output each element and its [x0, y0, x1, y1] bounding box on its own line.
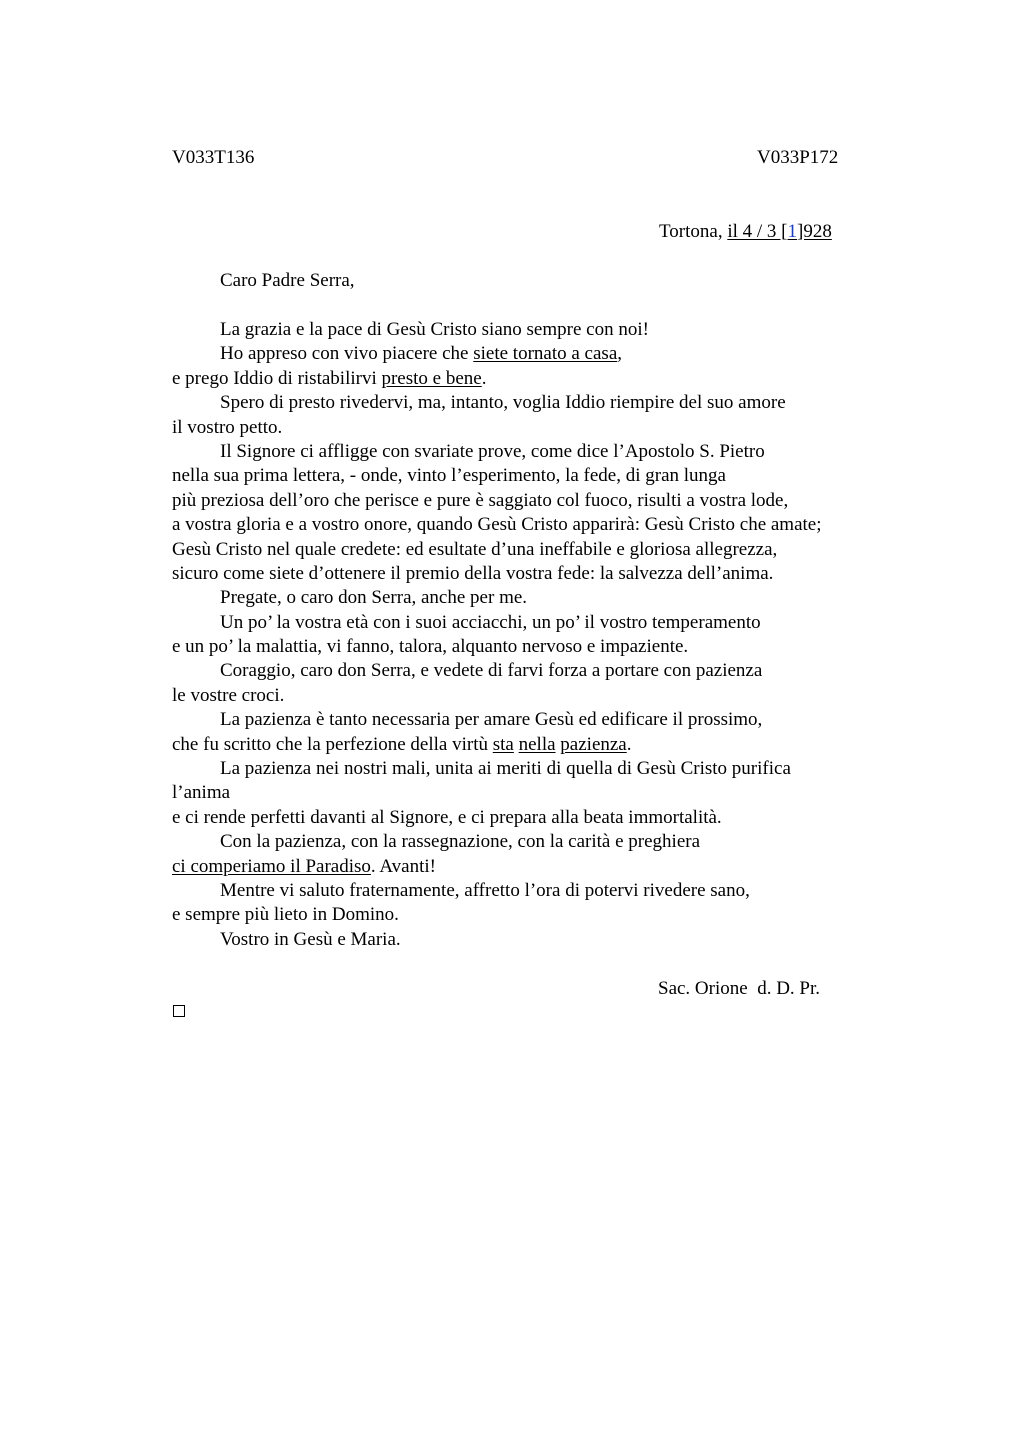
body-line: e un po’ la malattia, vi fanno, talora, alquanto nervoso e impaziente. — [172, 636, 689, 658]
underlined-text: siete tornato a casa — [473, 343, 618, 365]
checkbox-square-icon — [173, 1005, 185, 1017]
body-line: e sempre più lieto in Domino. — [172, 904, 399, 926]
body-line: sicuro come siete d’ottenere il premio della vostra fede: la salvezza dell’anima. — [172, 562, 774, 584]
salutation: Caro Padre Serra, — [220, 270, 355, 291]
body-line: che fu scritto che la perfezione della virtù sta nella pazienza. — [172, 733, 632, 755]
body-line: l’anima — [172, 782, 231, 804]
date-value: il 4 / 3 [1]928 — [727, 221, 832, 242]
body-line: le vostre croci. — [172, 684, 285, 706]
body-line: a vostra gloria e a vostro onore, quando Gesù Cristo apparirà: Gesù Cristo che amate; — [172, 514, 822, 536]
signature: Sac. Orione d. D. Pr. — [658, 978, 821, 999]
body-line: Pregate, o caro don Serra, anche per me. — [220, 587, 528, 609]
dateline — [659, 220, 832, 244]
header-right-code: V033P172 — [757, 147, 839, 168]
body-line: ci comperiamo il Paradiso. Avanti! — [172, 855, 437, 877]
underlined-text: presto e bene — [381, 367, 482, 389]
underlined-text: ci comperiamo il Paradiso — [172, 855, 371, 877]
body-line: e prego Iddio di ristabilirvi presto e bene. — [172, 367, 487, 389]
body-line: Coraggio, caro don Serra, e vedete di farvi forza a portare con pazienza — [220, 660, 763, 682]
body-line: La pazienza è tanto necessaria per amare Gesù ed edificare il prossimo, — [220, 709, 763, 731]
body-line: Il Signore ci affligge con svariate prove, come dice l’Apostolo S. Pietro — [220, 440, 765, 462]
body-line: La pazienza nei nostri mali, unita ai meriti di quella di Gesù Cristo purifica — [220, 758, 791, 780]
body-line: più preziosa dell’oro che perisce e pure è saggiato col fuoco, risulti a vostra lode, — [172, 489, 789, 511]
body-line: Gesù Cristo nel quale credete: ed esultate d’una ineffabile e gloriosa allegrezza, — [172, 538, 778, 560]
underlined-text: sta — [492, 733, 514, 755]
body-line: e ci rende perfetti davanti al Signore, e ci prepara alla beata immortalità. — [172, 806, 722, 828]
body-line: La grazia e la pace di Gesù Cristo siano sempre con noi! — [220, 319, 649, 340]
body-line: Mentre vi saluto fraternamente, affretto l’ora di potervi rivedere sano, — [220, 879, 750, 901]
body-line: Con la pazienza, con la rassegnazione, con la carità e preghiera — [220, 831, 701, 853]
underlined-text: nella — [518, 733, 556, 755]
body-line: Vostro in Gesù e Maria. — [220, 928, 401, 950]
body-line: nella sua prima lettera, - onde, vinto l’esperimento, la fede, di gran lunga — [172, 465, 726, 487]
date-bracket-link[interactable]: 1 — [787, 221, 797, 242]
underlined-text: pazienza — [560, 733, 627, 755]
body-line: Un po’ la vostra età con i suoi acciacchi, un po’ il vostro temperamento — [220, 611, 761, 633]
date-place: Tortona, — [659, 221, 723, 242]
body-line: Spero di presto rivedervi, ma, intanto, voglia Iddio riempire del suo amore — [220, 392, 786, 414]
header-left-code: V033T136 — [172, 147, 255, 168]
body-line: il vostro petto. — [172, 416, 283, 438]
letter-body — [172, 318, 892, 952]
body-line: Ho appreso con vivo piacere che siete tornato a casa, — [220, 343, 622, 365]
